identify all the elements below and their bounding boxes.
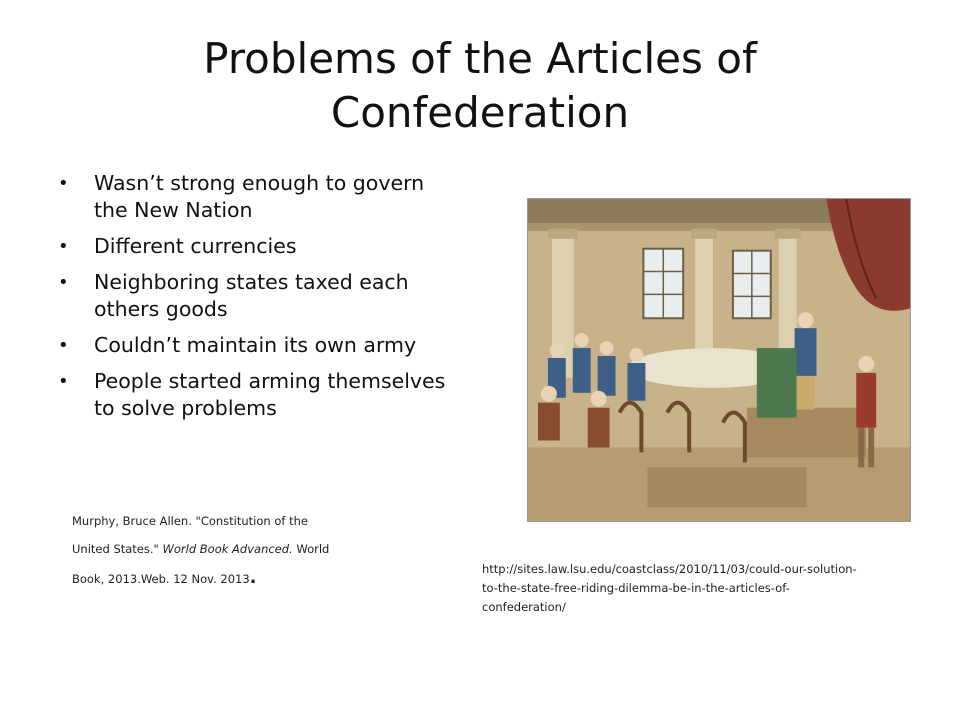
painting-illustration-icon bbox=[528, 199, 910, 521]
bullet-item bbox=[56, 368, 486, 422]
title-line-1: Problems of the Articles of bbox=[203, 34, 757, 83]
bullet-text: Neighboring states taxed each bbox=[94, 270, 409, 294]
bullet-list bbox=[56, 170, 486, 431]
bullet-text: others goods bbox=[94, 297, 228, 321]
citation-line-2: United States." bbox=[72, 542, 163, 556]
bullet-item bbox=[56, 332, 486, 359]
citation-italic-title: World Book Advanced. bbox=[162, 542, 293, 556]
bullet-text: Couldn’t maintain its own army bbox=[94, 333, 417, 357]
bullet-text: the New Nation bbox=[94, 198, 253, 222]
citation-line-3: Book, 2013.Web. 12 Nov. 2013 bbox=[72, 572, 250, 586]
source-url-line-2: to-the-state-free-riding-dilemma-be-in-the-articles-of- bbox=[482, 581, 790, 595]
historical-painting bbox=[527, 198, 911, 522]
bullet-text: to solve problems bbox=[94, 396, 277, 420]
image-source-citation bbox=[482, 560, 922, 617]
bullet-item bbox=[56, 269, 486, 323]
bullet-text: People started arming themselves bbox=[94, 369, 446, 393]
bullet-icon: • bbox=[58, 173, 69, 194]
source-url-line-1: http://sites.law.lsu.edu/coastclass/2010/11/03/could-our-solution- bbox=[482, 562, 857, 576]
bullet-icon: • bbox=[58, 335, 69, 356]
citation-line-1: Murphy, Bruce Allen. "Constitution of the bbox=[72, 514, 308, 528]
slide-title bbox=[80, 32, 880, 140]
source-url-line-3: confederation/ bbox=[482, 600, 566, 614]
bullet-item bbox=[56, 233, 486, 260]
bullet-text: Different currencies bbox=[94, 234, 297, 258]
bullet-text: Wasn’t strong enough to govern bbox=[94, 171, 425, 195]
title-line-2: Confederation bbox=[330, 88, 630, 137]
citation-line-2-tail: World bbox=[292, 542, 330, 556]
citation-period: . bbox=[249, 567, 257, 588]
book-citation bbox=[72, 512, 352, 589]
bullet-icon: • bbox=[58, 272, 69, 293]
bullet-icon: • bbox=[58, 371, 69, 392]
bullet-item bbox=[56, 170, 486, 224]
bullet-icon: • bbox=[58, 236, 69, 257]
